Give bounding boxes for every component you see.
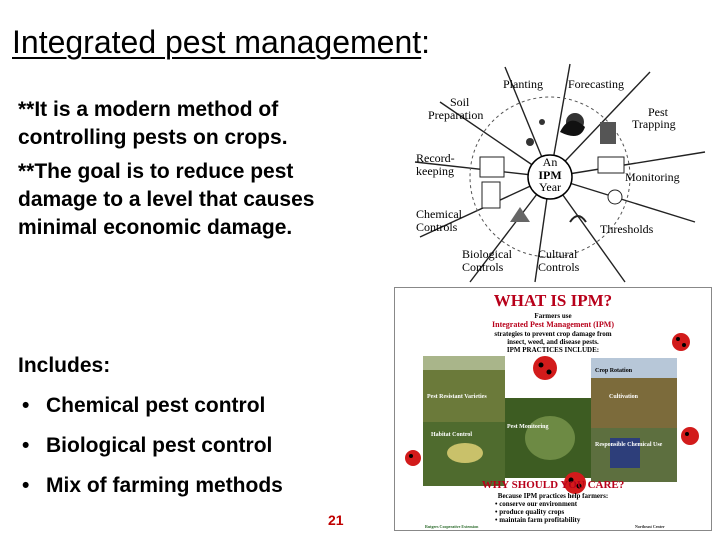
wheel-label: Controls [416,220,458,234]
poster-care-line: • maintain farm profitability [495,516,581,524]
paragraph-1: **It is a modern method of controlling pests on crops. [18,98,288,149]
wheel-label: Trapping [632,117,676,131]
wheel-label: Thresholds [600,222,654,236]
photo-label: Pest Monitoring [507,424,549,430]
includes-heading: Includes: [18,354,111,377]
ipm-wheel-image [410,62,715,284]
intro-text [18,96,348,248]
wheel-label: Forecasting [568,77,624,91]
hub-label-1: An [542,155,558,169]
photo-label: Responsible Chemical Use [595,442,663,448]
bullet-text: Biological pest control [46,434,273,457]
wheel-label: Record- [416,151,455,165]
wheel-label: Cultural [538,247,578,261]
wheel-label: Monitoring [625,170,680,184]
wheel-label: keeping [416,164,454,178]
ipm-wheel-svg [410,62,715,284]
poster-svg [395,288,711,530]
wheel-label: Controls [462,260,504,274]
photo-label: Cultivation [609,394,639,400]
ipm-poster-image [394,287,712,531]
wheel-label: Planting [503,77,544,91]
title-text: Integrated pest management [12,24,422,60]
poster-footer-right: Northeast Center [635,524,665,529]
hub-label-2: IPM [538,168,562,182]
bullet-text: Mix of farming methods [46,474,283,497]
wheel-label: Soil [450,95,470,109]
poster-heading: WHAT IS IPM? [493,291,613,310]
poster-care-line: • conserve our environment [495,500,578,508]
list-item [18,432,358,460]
poster-care-line: Because IPM practices help farmers: [497,492,609,500]
wheel-label: Chemical [416,207,462,221]
poster-intro-line: insect, weed, and disease pests. [507,338,599,346]
list-item [18,472,358,500]
photo-label: Pest Resistant Varieties [427,394,487,400]
photo-label: Habitat Control [431,432,473,438]
includes-section [18,352,358,512]
bullet-list [18,392,358,500]
wheel-label: Controls [538,260,580,274]
slide-title [12,22,430,62]
paragraph-2: **The goal is to reduce pest damage to a level that causes minimal economic damage. [18,160,315,239]
bullet-icon: • [22,434,30,457]
poster-footer-left: Rutgers Cooperative Extension [425,524,479,529]
photo-label: Crop Rotation [595,368,633,374]
poster-intro-line: Farmers use [534,312,572,320]
poster-care-heading: WHY SHOULD YOU CARE? [481,479,625,491]
list-item [18,392,358,420]
slide-number: 21 [328,512,344,528]
bullet-icon: • [22,394,30,417]
wheel-label: Biological [462,247,512,261]
hub-label-3: Year [538,180,562,194]
wheel-label: Preparation [428,108,484,122]
poster-care-line: • produce quality crops [495,508,565,516]
title-suffix: : [421,24,431,60]
wheel-label: Pest [648,105,669,119]
poster-intro-line: strategies to prevent crop damage from [494,330,612,338]
bullet-icon: • [22,474,30,497]
bullet-text: Chemical pest control [46,394,266,417]
poster-intro-line: IPM PRACTICES INCLUDE: [506,346,600,354]
poster-intro-line: Integrated Pest Management (IPM) [492,320,614,329]
